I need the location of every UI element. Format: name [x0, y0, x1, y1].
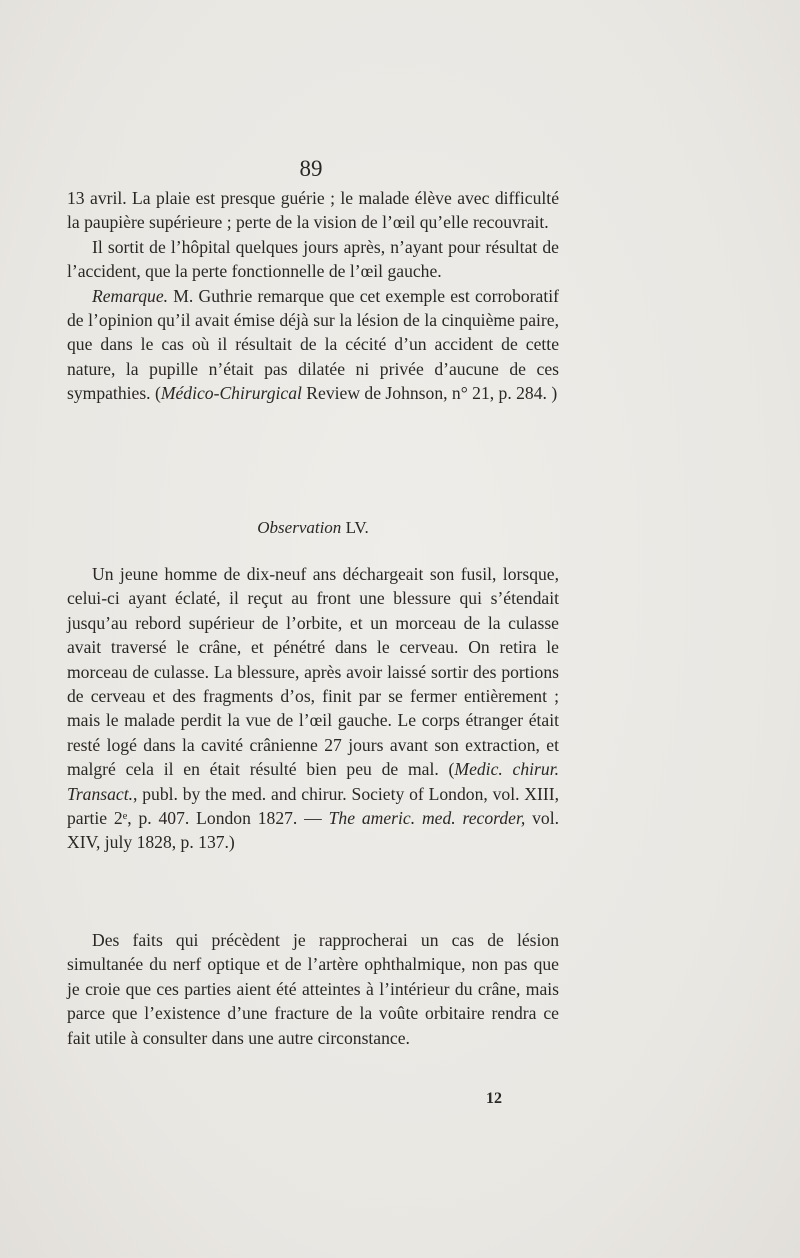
remark-label: Remarque. [92, 285, 169, 306]
paragraph-discharge: Il sortit de l’hôpital quelques jours après, n’ayant pour résultat de l’accident, que la perte fonctionnelle de l’œil gauche. [67, 236, 559, 282]
remark-text-a: M. Guthrie remarque que cet exemple est corroboratif de l’opinion qu’il avait émise déjà sur la lésion de la cinquième paire, que dans le cas où il résultait de la cécité d’un accident de cette nature, la pupille n’était pas dilatée ni privée d’aucune de ces sympathies. ( [67, 285, 559, 404]
observation-text-b: , publ. by the med. and chirur. Society of London, vol. XIII, partie 2ᵉ, p. 407. London 1827. — [67, 783, 559, 829]
observation-heading [67, 518, 559, 538]
observation-source-a: Medic. chirur. Transact. [67, 759, 559, 804]
text-block-observation [67, 562, 559, 855]
text-block-bottom [67, 928, 559, 1050]
observation-text-c: vol. XIV, july 1828, p. 137.) [67, 808, 559, 853]
paragraph-observation [67, 562, 559, 855]
signature-mark: 12 [486, 1090, 502, 1107]
observation-number: LV. [345, 518, 369, 537]
observation-label: Observation [257, 518, 342, 537]
remark-source: Médico-Chirurgical [160, 383, 302, 404]
text-block-top [67, 186, 559, 406]
observation-text-a: Un jeune homme de dix-neuf ans déchargeait son fusil, lorsque, celui-ci ayant éclaté, il reçut au front une blessure qui s’étendait jusqu’au rebord supérieur de l’orbite, et un morceau de la culasse avait traversé le crâne, et pénétré dans le cerveau. On retira le morceau de culasse. La blessure, après avoir laissé sortir des portions de cerveau et des fragments d’os, finit par se fermer entièrement ; mais le malade perdit la vue de l’œil gauche. Le corps étranger était resté logé dans la cavité crânienne 27 jours avant son extraction, et malgré cela il en était résulté bien peu de mal. ( [67, 564, 559, 780]
paragraph-case-date: 13 avril. La plaie est presque guérie ; le malade élève avec difficulté la paupière supérieure ; perte de la vision de l’œil qu’elle recouvrait. [67, 188, 559, 233]
paragraph-conclusion: Des faits qui précèdent je rapprocherai un cas de lésion simultanée du nerf optique et de l’artère ophthalmique, non pas que je croie que ces parties aient été atteintes à l’intérieur du crâne, mais parce que l’existence d’une fracture de la voûte orbitaire rendra ce fait utile à consulter dans une autre circonstance. [67, 930, 559, 1048]
page-number: 89 [299, 156, 323, 181]
paragraph-remark [67, 284, 559, 406]
observation-source-b: The americ. med. recorder, [328, 808, 526, 829]
remark-text-b: Review de Johnson, n° 21, p. 284. ) [301, 383, 558, 404]
